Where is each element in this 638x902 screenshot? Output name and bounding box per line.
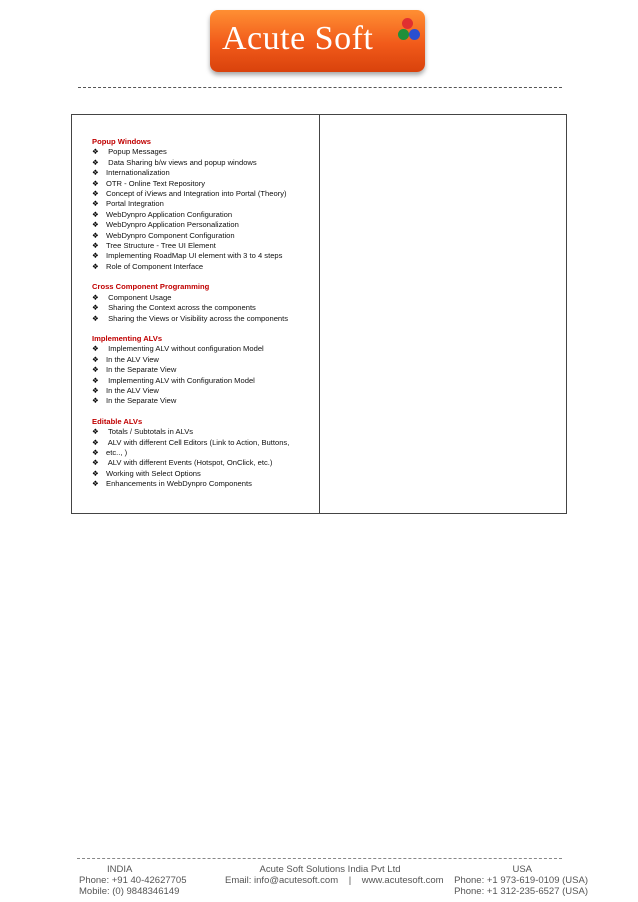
list-item xyxy=(92,303,317,313)
section-title: Popup Windows xyxy=(92,137,151,146)
footer-contact: Email: info@acutesoft.com | www.acutesoft.com xyxy=(225,875,444,886)
footer-usa-phone-2: Phone: +1 312-235-6527 (USA) xyxy=(454,886,588,897)
list-item-text: In the Separate View xyxy=(106,396,177,406)
list-item xyxy=(92,438,317,448)
diamond-bullet-icon: ❖ xyxy=(92,313,99,323)
section-title: Implementing ALVs xyxy=(92,333,163,343)
diamond-bullet-icon: ❖ xyxy=(92,199,99,209)
diamond-bullet-icon: ❖ xyxy=(92,385,99,395)
list-item xyxy=(92,231,317,241)
list-item xyxy=(92,376,317,386)
list-item-text: WebDynpro Component Configuration xyxy=(106,230,235,240)
diamond-bullet-icon: ❖ xyxy=(92,354,99,364)
list-item-text: Working with Select Options xyxy=(106,468,201,478)
logo-blue-dot-icon xyxy=(409,29,420,40)
list-item xyxy=(92,314,317,324)
list-item xyxy=(92,386,317,396)
diamond-bullet-icon: ❖ xyxy=(92,292,99,302)
footer-company xyxy=(225,864,444,886)
list-item-text: Popup Messages xyxy=(106,147,167,157)
acute-soft-logo xyxy=(210,10,425,72)
section-title: Cross Component Programming xyxy=(92,282,210,292)
list-item-text: Sharing the Views or Visibility across the components xyxy=(106,313,289,323)
logo-text: Acute Soft xyxy=(222,20,374,57)
list-item-text: Portal Integration xyxy=(106,199,164,209)
footer-usa xyxy=(448,864,588,897)
list-item-text: Totals / Subtotals in ALVs xyxy=(106,427,194,437)
diamond-bullet-icon: ❖ xyxy=(92,303,99,313)
diamond-bullet-icon: ❖ xyxy=(92,365,99,375)
section-title: Editable ALVs xyxy=(92,416,143,426)
list-item-text: OTR - Online Text Repository xyxy=(106,178,206,188)
logo-green-dot-icon xyxy=(398,29,409,40)
list-item xyxy=(92,427,317,437)
list-item-text: Implementing RoadMap UI element with 3 to 4 steps xyxy=(106,251,283,261)
list-item xyxy=(92,355,317,365)
footer-usa-heading: USA xyxy=(512,864,532,875)
list-item-text: In the Separate View xyxy=(106,365,177,375)
diamond-bullet-icon: ❖ xyxy=(92,479,99,489)
list-item xyxy=(92,147,317,157)
footer-india-mobile: Mobile: (0) 9848346149 xyxy=(79,886,180,897)
list-item-text: Implementing ALV without configuration Model xyxy=(106,344,264,354)
outline-section xyxy=(92,334,317,407)
diamond-bullet-icon: ❖ xyxy=(92,468,99,478)
diamond-bullet-icon: ❖ xyxy=(92,251,99,261)
list-item xyxy=(92,189,317,199)
list-item xyxy=(92,220,317,230)
list-item-text: In the ALV View xyxy=(106,354,159,364)
diamond-bullet-icon: ❖ xyxy=(92,437,99,447)
diamond-bullet-icon: ❖ xyxy=(92,375,99,385)
list-item-text: Enhancements in WebDynpro Components xyxy=(106,479,252,489)
outline-section xyxy=(92,282,317,324)
footer-usa-phone-1: Phone: +1 973-619-0109 (USA) xyxy=(454,875,588,886)
list-item-text: Concept of iViews and Integration into Portal (Theory) xyxy=(106,189,287,199)
course-outline xyxy=(92,137,317,500)
footer-india-heading: INDIA xyxy=(107,864,133,875)
list-item-text: ALV with different Cell Editors (Link to Action, Buttons, xyxy=(106,437,290,447)
list-item xyxy=(92,396,317,406)
footer-india xyxy=(79,864,199,897)
diamond-bullet-icon: ❖ xyxy=(92,261,99,271)
list-item-text: etc.., ) xyxy=(106,447,128,457)
list-item xyxy=(92,199,317,209)
list-item-text: WebDynpro Application Configuration xyxy=(106,209,233,219)
header-divider xyxy=(78,87,562,88)
outline-section xyxy=(92,417,317,490)
list-item xyxy=(92,344,317,354)
list-item xyxy=(92,158,317,168)
diamond-bullet-icon: ❖ xyxy=(92,396,99,406)
list-item xyxy=(92,168,317,178)
list-item xyxy=(92,469,317,479)
diamond-bullet-icon: ❖ xyxy=(92,458,99,468)
list-item-text: Data Sharing b/w views and popup windows xyxy=(106,157,257,167)
list-item xyxy=(92,448,317,458)
diamond-bullet-icon: ❖ xyxy=(92,220,99,230)
list-item xyxy=(92,479,317,489)
diamond-bullet-icon: ❖ xyxy=(92,178,99,188)
logo-red-dot-icon xyxy=(402,18,413,29)
list-item xyxy=(92,365,317,375)
diamond-bullet-icon: ❖ xyxy=(92,209,99,219)
list-item xyxy=(92,262,317,272)
diamond-bullet-icon: ❖ xyxy=(92,344,99,354)
list-item-text: In the ALV View xyxy=(106,385,159,395)
column-divider xyxy=(319,115,320,513)
diamond-bullet-icon: ❖ xyxy=(92,168,99,178)
list-item-text: Implementing ALV with Configuration Model xyxy=(106,375,255,385)
list-item xyxy=(92,241,317,251)
list-item-text: Role of Component Interface xyxy=(106,261,204,271)
diamond-bullet-icon: ❖ xyxy=(92,447,99,457)
diamond-bullet-icon: ❖ xyxy=(92,427,99,437)
footer-divider xyxy=(77,858,562,859)
diamond-bullet-icon: ❖ xyxy=(92,189,99,199)
list-item-text: Component Usage xyxy=(106,292,172,302)
diamond-bullet-icon: ❖ xyxy=(92,230,99,240)
list-item-text: ALV with different Events (Hotspot, OnClick, etc.) xyxy=(106,458,273,468)
outline-section xyxy=(92,137,317,272)
list-item xyxy=(92,293,317,303)
list-item-text: Internationalization xyxy=(106,168,170,178)
list-item xyxy=(92,251,317,261)
footer-company-name: Acute Soft Solutions India Pvt Ltd xyxy=(259,864,401,875)
list-item-text: Sharing the Context across the components xyxy=(106,303,256,313)
list-item-text: Tree Structure - Tree UI Element xyxy=(106,241,216,251)
list-item xyxy=(92,210,317,220)
footer-india-phone: Phone: +91 40-42627705 xyxy=(79,875,187,886)
diamond-bullet-icon: ❖ xyxy=(92,157,99,167)
diamond-bullet-icon: ❖ xyxy=(92,147,99,157)
content-table xyxy=(71,114,567,514)
list-item-text: WebDynpro Application Personalization xyxy=(106,220,239,230)
list-item xyxy=(92,458,317,468)
list-item xyxy=(92,179,317,189)
diamond-bullet-icon: ❖ xyxy=(92,241,99,251)
